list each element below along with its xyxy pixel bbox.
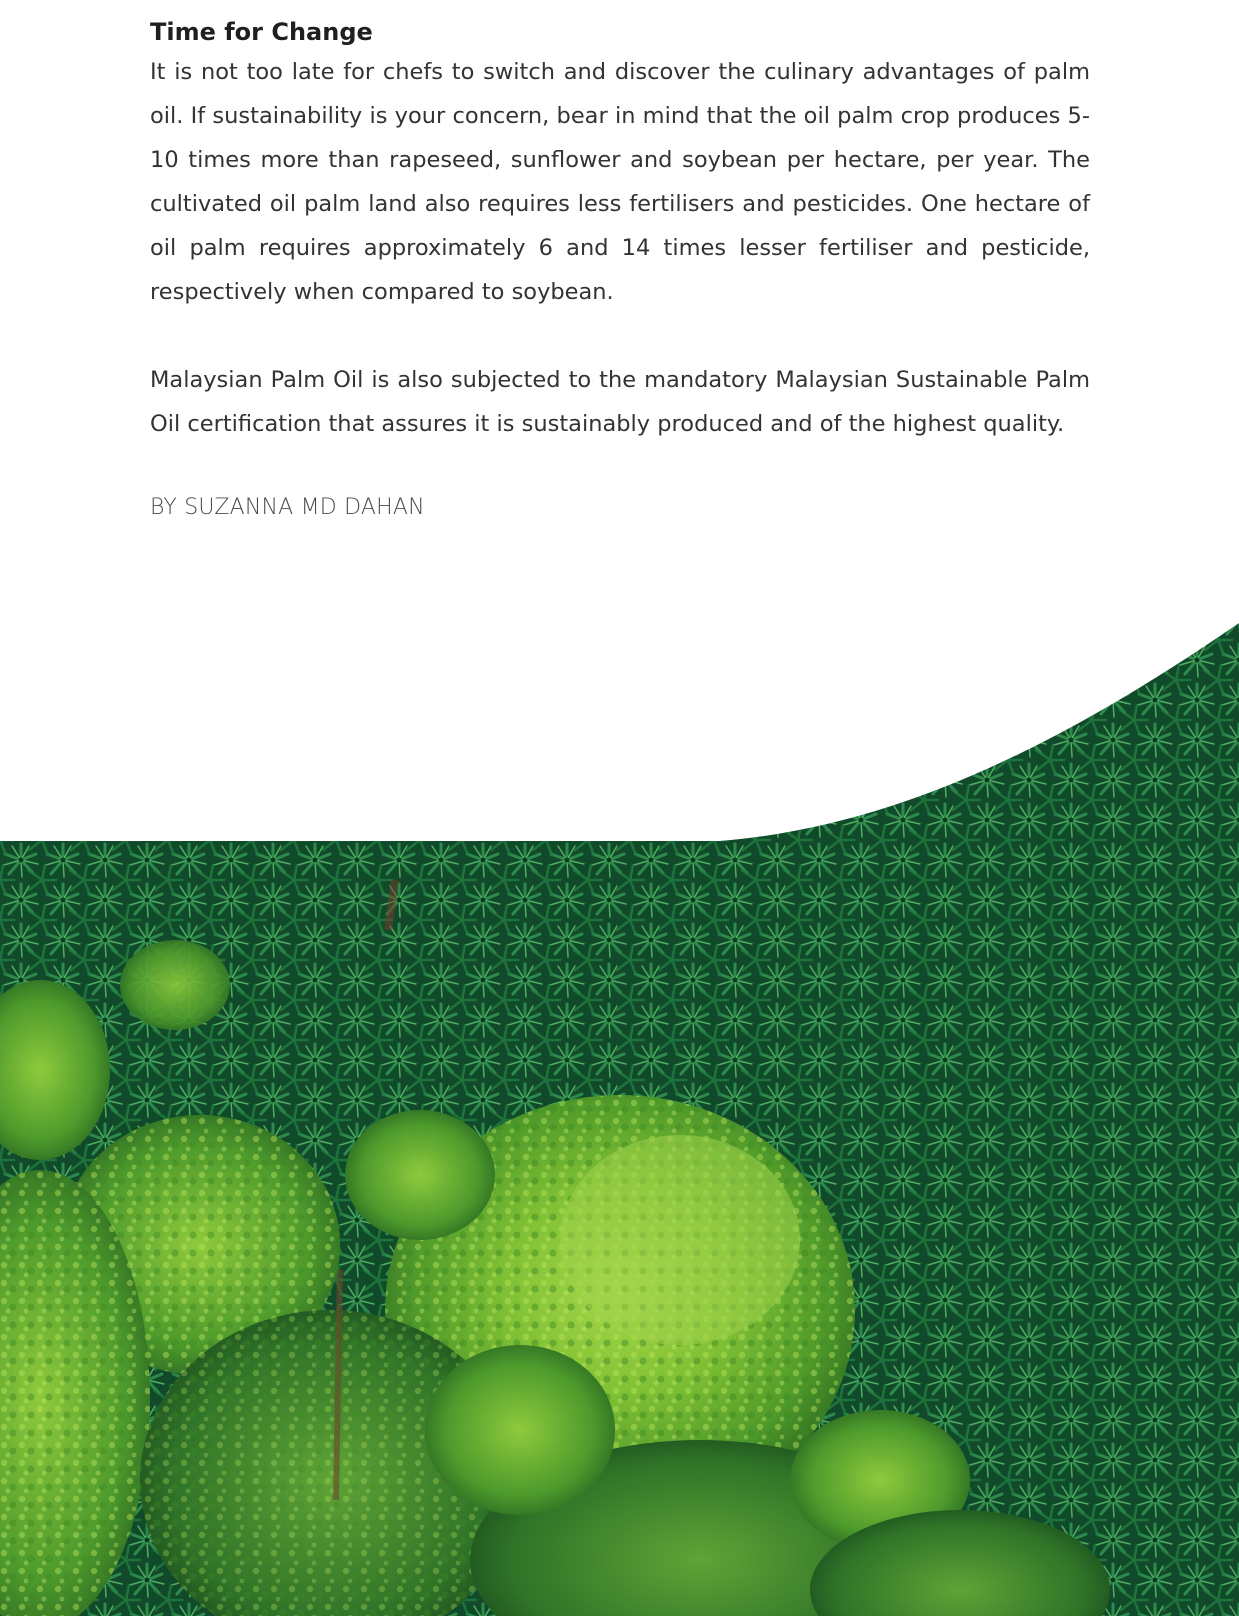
paragraph-sustainability: It is not too late for chefs to switch and discover the culinary advantages of palm oil. If sustainability is your concern, bear in mind that the oil palm crop produces 5-10 times more than rapeseed, sunflower and soybean per hectare, per year. The cultivated oil palm land also requires less fertilisers and pesticides. One hectare of oil palm requires approximately 6 and 14 times lesser fertiliser and pesticide, respectively when compared to soybean. [150,59,1090,305]
author-byline: BY SUZANNA MD DAHAN [150,495,425,520]
paragraph-certification: Malaysian Palm Oil is also subjected to the mandatory Malaysian Sustainable Palm Oil certification that assures it is sustainably produced and of the highest quality. [150,367,1090,437]
section-heading: Time for Change [150,18,373,46]
article-body [150,14,1090,523]
